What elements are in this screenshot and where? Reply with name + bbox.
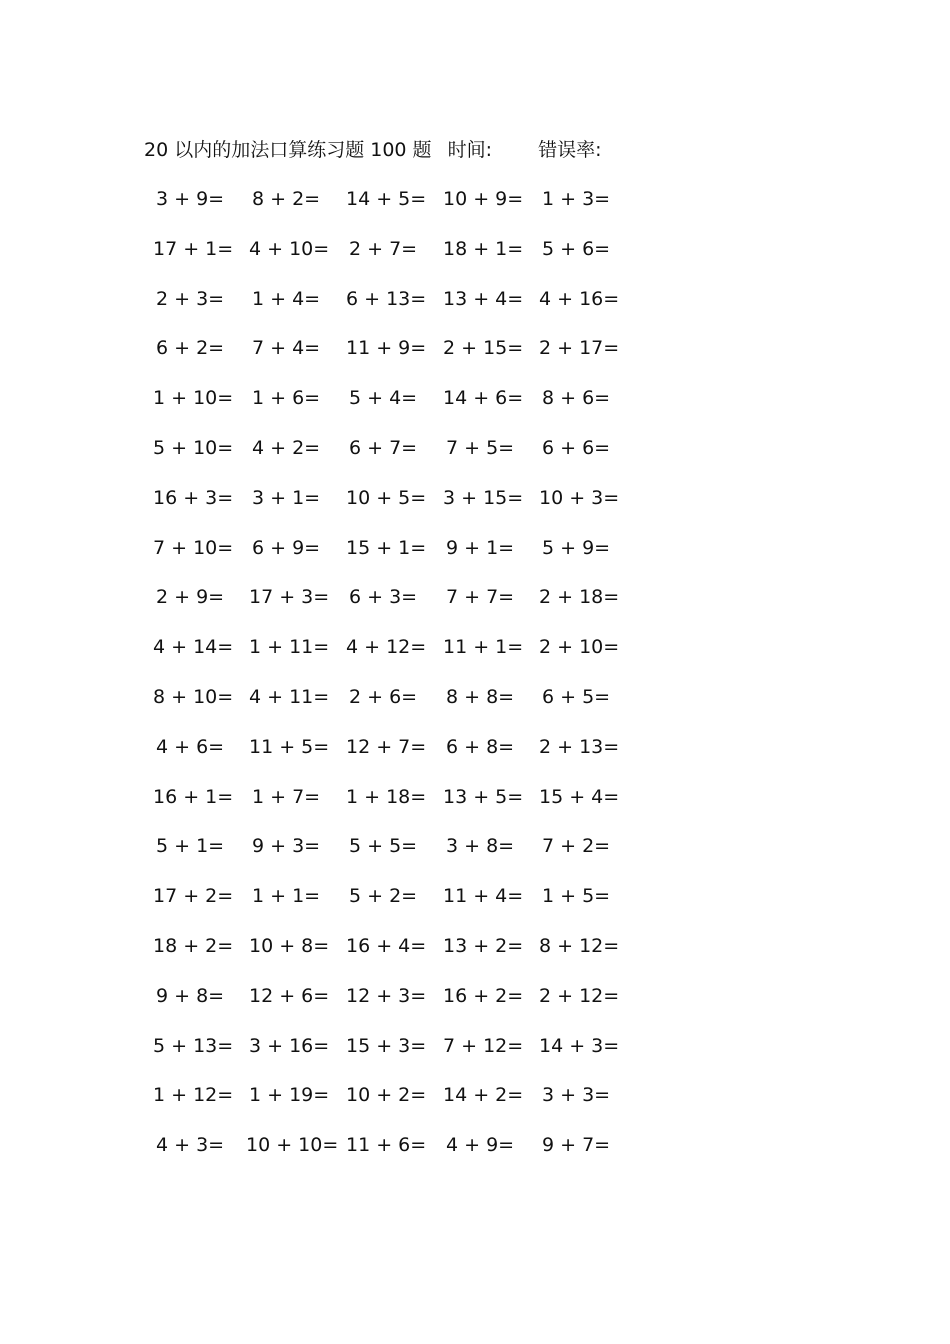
problem-cell: 1 + 1= [252,885,321,908]
problem-cell: 9 + 7= [542,1134,611,1157]
problem-cell: 14 + 2= [443,1084,524,1107]
problem-cell: 11 + 5= [249,735,330,758]
problem-cell: 9 + 1= [446,536,515,559]
problem-cell: 1 + 18= [346,785,427,808]
problem-row [150,933,630,983]
problem-cell: 1 + 12= [153,1084,234,1107]
problem-cell: 4 + 11= [249,685,330,708]
problem-cell: 13 + 5= [443,785,524,808]
problem-row [150,684,630,734]
problem-cell: 6 + 3= [349,586,418,609]
problem-cell: 16 + 4= [346,934,427,957]
problem-cell: 7 + 7= [446,586,515,609]
problem-cell: 3 + 16= [249,1034,330,1057]
problem-cell: 5 + 2= [349,885,418,908]
problem-cell: 6 + 6= [542,436,611,459]
problem-cell: 3 + 8= [446,835,515,858]
problem-cell: 8 + 6= [542,387,611,410]
problem-cell: 10 + 5= [346,486,427,509]
problem-cell: 2 + 15= [443,337,524,360]
problem-cell: 9 + 3= [252,835,321,858]
problem-cell: 13 + 2= [443,934,524,957]
problem-cell: 2 + 13= [539,735,620,758]
problem-cell: 6 + 5= [542,685,611,708]
problem-cell: 1 + 6= [252,387,321,410]
problem-cell: 8 + 8= [446,685,515,708]
problem-cell: 8 + 2= [252,188,321,210]
problem-cell: 16 + 1= [153,785,234,808]
problem-row [150,485,630,535]
problem-cell: 1 + 5= [542,885,611,908]
problem-cell: 2 + 3= [156,287,225,310]
problem-row [150,883,630,933]
problem-row [150,983,630,1033]
problem-row [150,1033,630,1083]
problem-cell: 5 + 13= [153,1034,234,1057]
problem-cell: 4 + 9= [446,1134,515,1157]
problem-row [150,286,630,336]
problem-cell: 1 + 7= [252,785,321,808]
problem-row [150,1132,630,1182]
problem-row [150,335,630,385]
problem-row [150,186,630,236]
problem-cell: 6 + 13= [346,287,427,310]
problem-row [150,734,630,784]
problem-cell: 8 + 10= [153,685,234,708]
problem-cell: 2 + 10= [539,636,620,659]
problem-cell: 5 + 4= [349,387,418,410]
problem-cell: 5 + 10= [153,436,234,459]
problem-cell: 16 + 2= [443,984,524,1007]
problem-grid [150,186,630,1182]
problem-cell: 5 + 1= [156,835,225,858]
problem-row [150,634,630,684]
problem-cell: 2 + 9= [156,586,225,609]
error-rate-label: 错误率: [538,139,602,161]
problem-cell: 1 + 19= [249,1084,330,1107]
problem-cell: 17 + 1= [153,237,234,260]
problem-cell: 16 + 3= [153,486,234,509]
problem-cell: 2 + 12= [539,984,620,1007]
problem-cell: 11 + 4= [443,885,524,908]
problem-cell: 4 + 10= [249,237,330,260]
problem-cell: 5 + 9= [542,536,611,559]
problem-cell: 4 + 6= [156,735,225,758]
worksheet-title: 20 以内的加法口算练习题 100 题 [144,139,432,161]
problem-cell: 10 + 10= [246,1134,339,1157]
problem-cell: 14 + 3= [539,1034,620,1057]
problem-cell: 15 + 4= [539,785,620,808]
problem-cell: 6 + 8= [446,735,515,758]
problem-cell: 3 + 3= [542,1084,611,1107]
problem-cell: 5 + 5= [349,835,418,858]
problem-cell: 8 + 12= [539,934,620,957]
problem-cell: 10 + 8= [249,934,330,957]
problem-cell: 7 + 5= [446,436,515,459]
problem-cell: 13 + 4= [443,287,524,310]
problem-cell: 5 + 6= [542,237,611,260]
problem-cell: 15 + 3= [346,1034,427,1057]
problem-cell: 12 + 6= [249,984,330,1007]
problem-cell: 6 + 9= [252,536,321,559]
problem-cell: 17 + 2= [153,885,234,908]
problem-cell: 10 + 3= [539,486,620,509]
problem-cell: 1 + 4= [252,287,321,310]
problem-cell: 3 + 1= [252,486,321,509]
problem-cell: 10 + 9= [443,188,524,210]
problem-cell: 15 + 1= [346,536,427,559]
problem-cell: 11 + 1= [443,636,524,659]
problem-row [150,833,630,883]
problem-row [150,584,630,634]
problem-cell: 1 + 3= [542,188,611,210]
problem-row [150,385,630,435]
worksheet-header [144,138,601,162]
problem-cell: 14 + 6= [443,387,524,410]
problem-cell: 3 + 15= [443,486,524,509]
problem-cell: 12 + 3= [346,984,427,1007]
problem-cell: 4 + 3= [156,1134,225,1157]
problem-cell: 1 + 10= [153,387,234,410]
problem-row [150,236,630,286]
problem-cell: 2 + 6= [349,685,418,708]
problem-cell: 1 + 11= [249,636,330,659]
problem-cell: 11 + 9= [346,337,427,360]
problem-cell: 11 + 6= [346,1134,427,1157]
problem-row [150,1082,630,1132]
problem-row [150,435,630,485]
problem-cell: 17 + 3= [249,586,330,609]
problem-cell: 2 + 18= [539,586,620,609]
problem-cell: 7 + 4= [252,337,321,360]
problem-cell: 9 + 8= [156,984,225,1007]
problem-row [150,784,630,834]
problem-cell: 7 + 10= [153,536,234,559]
problem-cell: 4 + 14= [153,636,234,659]
problem-cell: 10 + 2= [346,1084,427,1107]
problem-cell: 6 + 7= [349,436,418,459]
problem-row [150,535,630,585]
problem-cell: 14 + 5= [346,188,427,210]
problem-cell: 18 + 2= [153,934,234,957]
problem-cell: 3 + 9= [156,188,225,210]
problem-cell: 4 + 12= [346,636,427,659]
problem-cell: 2 + 17= [539,337,620,360]
time-label: 时间: [447,139,493,161]
problem-cell: 7 + 12= [443,1034,524,1057]
problem-cell: 7 + 2= [542,835,611,858]
problem-cell: 2 + 7= [349,237,418,260]
problem-cell: 18 + 1= [443,237,524,260]
problem-cell: 4 + 16= [539,287,620,310]
problem-cell: 12 + 7= [346,735,427,758]
problem-cell: 6 + 2= [156,337,225,360]
problem-cell: 4 + 2= [252,436,321,459]
